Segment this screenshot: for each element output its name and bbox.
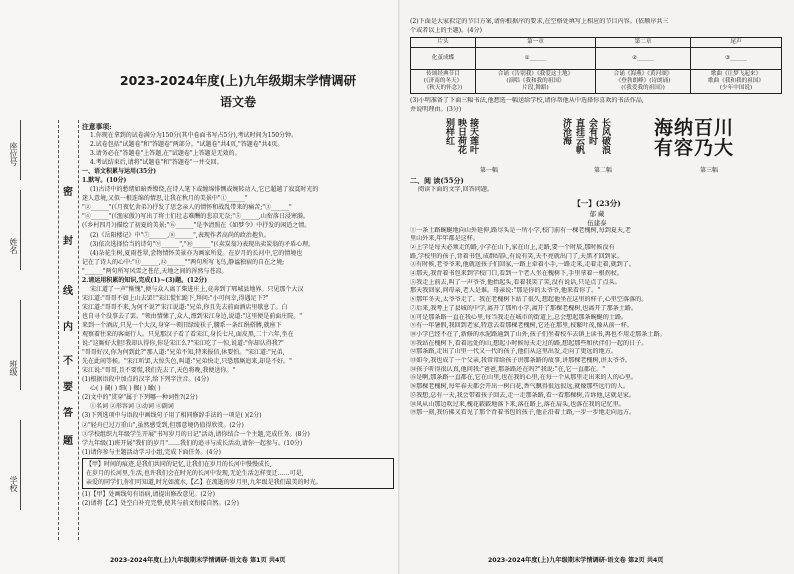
table-cell: 合诵《海燕》《黄河颂》 《登勃朗峰》(诗朗诵) (《我爱我的祖国》) bbox=[596, 70, 691, 94]
table-header-cell: 第二章 bbox=[596, 38, 691, 48]
table-cell-blank[interactable]: ③______ bbox=[691, 48, 782, 70]
exam-page-right bbox=[400, 0, 794, 574]
subquestion-line: 学九年级(1)班开展"我们的岁月"……我们的追寻与成长活动,请你一起参与。(10分) bbox=[82, 439, 303, 447]
table-cell: 歌曲《让梦飞起来》 歌曲《我和我的祖国》 (少年中国说) bbox=[691, 70, 782, 94]
name-field-label: 姓名 bbox=[9, 238, 18, 254]
table-cell-blank[interactable]: ①______ bbox=[475, 48, 595, 70]
body-line: ⑫那条路,走出了山里一代又一代的孩子,他们从这里出发,走向了更远的地方。 bbox=[410, 348, 617, 356]
seal-char: 线 bbox=[63, 286, 73, 297]
note-item: 4.考试结束后,请将"试题卷"和"答题卷"一并交回。 bbox=[90, 159, 223, 167]
table-header-cell: 第一章 bbox=[475, 38, 595, 48]
seat-field-line[interactable] bbox=[20, 120, 21, 180]
calligraphy-piece-3 bbox=[654, 118, 784, 174]
name-field-line[interactable] bbox=[20, 190, 21, 270]
q3-line: (2)下面是大家拟定的节目方案,请你根据序的要求,在空格处填写上相应的节目内容。(依顺序共三 bbox=[410, 18, 669, 25]
seal-dashed-line-inner bbox=[78, 120, 79, 540]
body-line: ⑦后来,我考上了县城的中学,离开了那所小学,离开了那棵老槐树,也离开了那条土路。 bbox=[410, 304, 638, 312]
body-line: ⑨有一年暑假,我回到老家,特意去看那棵老槐树,它还在那里,枝繁叶茂,像从前一样。 bbox=[410, 322, 633, 330]
subquestion-line: (1)【甲】处画线句有语病,请提出修改意见。(2分) bbox=[82, 490, 215, 498]
q1-line: (《乡村四月》)描绘了初夏的美景;"⑥______"是李清照在《如梦令》中抒发的闲适之情。 bbox=[82, 222, 311, 230]
page-footer: 2023-2024年度(上)九年级期末学情调研·语文卷 第2页 共4页 bbox=[488, 557, 664, 564]
calligraphy-column: 接天莲叶 bbox=[468, 117, 478, 154]
calligraphy-column: 映日荷花 bbox=[456, 117, 466, 154]
passage-line: 宋江说:"哥哥,且不要慌,我们先去了,天色将晚,我便送你。" bbox=[82, 367, 236, 375]
q1-line: "②______"(《月夜忆舍弟》)抒发了思念亲人的情怀和战乱带来的痛苦;"③______" bbox=[82, 204, 292, 212]
table-row bbox=[411, 70, 782, 94]
box-line: 在岁月的长河里,生活,也许我们会在时光的长河中发现,无论生活怎样变迁……可是, bbox=[86, 469, 304, 477]
calligraphy-caption: 第三幅 bbox=[700, 166, 719, 174]
subquestion-line: ①名词 ②形容词 ③动词 ④副词 bbox=[90, 403, 174, 411]
calligraphy-line: 海纳百川 bbox=[654, 116, 735, 139]
q1-line: (3)依次选择恰当的诗句"⑨______","⑩______"(《卖炭翁》)表现出卖炭翁的矛盾心理。 bbox=[90, 240, 315, 248]
box-line: 亲爱的同学们,你们可知道,时光如流水,【乙】在流逝的岁月里,九年级是我们最美的时光。 bbox=[86, 478, 322, 486]
calligraphy-column: 会有时 bbox=[587, 117, 597, 145]
program-table bbox=[410, 37, 782, 94]
school-field-line[interactable] bbox=[20, 420, 21, 510]
seat-field-label: 座位号 bbox=[9, 142, 18, 166]
calligraphy-column: 直挂云帆 bbox=[574, 117, 584, 154]
subquestion-line: (1)请你参与主题活动学习小组,完成下面任务。(4分) bbox=[82, 448, 221, 456]
part2-intro: 阅读下面的文字,回答问题。 bbox=[418, 185, 494, 193]
binding-strip bbox=[0, 0, 78, 574]
calligraphy-column: 别样红 bbox=[444, 117, 454, 145]
subquestion-line: (2)文中的"贯穿"属于下列哪一种词性?(2分) bbox=[82, 394, 198, 402]
seal-char: 要 bbox=[63, 382, 73, 393]
subquestion-line: (1)根据语段中加点的汉字,给下列字注音。(4分) bbox=[82, 376, 209, 384]
passage-line: 宋江道了一声"惭愧",便与众人离了柴进庄上,竟奔到了郓城县地界。只见那个大汉 bbox=[90, 285, 304, 293]
q1-line: "④______"(《渔家傲》)写出了将士们壮志难酬的悲凉无奈;"⑤______,山衔落日浸寒漪。 bbox=[82, 213, 309, 221]
note-item: 3.请务必在"答题卷"上答题,在"试题卷"上答题是无效的。 bbox=[90, 150, 241, 158]
note-item: 2.试卷包括"试题卷"和"答题卷"两部分。"试题卷"共4页,"答题卷"共4页。 bbox=[90, 141, 284, 149]
passage-line: 观察着往来的客商行人。只见那汉子看了看宋江,身长七尺,面皮黑,二十六年,坐在 bbox=[82, 331, 294, 339]
seal-char: 题 bbox=[63, 436, 73, 447]
class-field-line[interactable] bbox=[20, 300, 21, 390]
q1-heading: 1.默写。(10分) bbox=[82, 177, 127, 185]
body-line: ⑪我站在槐树下,看着远处的山,想起小时候每天走过的路,想起那些和伙伴们一起的日子。 bbox=[410, 339, 648, 347]
body-line: ①一条土路蜿蜒地向山外延伸,路尽头是一所小学,校门前有一棵老槐树,每到夏天,老 bbox=[410, 226, 632, 234]
body-line: ⑰我想,总有一天,我会带着孩子回去,走一走那条路,看一看那棵树,告诉他,这就是家。 bbox=[410, 391, 635, 399]
q3-line: (3)小明准备了下面三幅书法,他想选一幅送给学校,请你帮他从中选择你喜欢的书法作品, bbox=[410, 97, 644, 105]
calligraphy-piece-2 bbox=[532, 118, 642, 174]
exam-subtitle: 语文卷 bbox=[219, 95, 256, 109]
passage-line: 说:"这厮好大胆!我却认得你,你是宋江么?"宋江吃了一惊,说道:"你却认得我?" bbox=[82, 340, 284, 348]
q3-line: 并说明理由。(3分) bbox=[410, 106, 462, 114]
school-field-label: 学校 bbox=[9, 476, 18, 492]
seal-char: 封 bbox=[63, 236, 73, 247]
table-header-cell: 片头 bbox=[411, 38, 476, 48]
q2-subquestions bbox=[82, 375, 394, 456]
q2-heading: 2.请运用积累的知识,完成(1)~(3)题。(12分) bbox=[82, 276, 208, 284]
subquestion-line: ③学校组织九年级学生开展"书写岁月的日记"活动,请你结合一个主题,完成任务。(8分) bbox=[82, 430, 310, 438]
passage-line: 来到一个酒店,只见一个大汉,身穿一领旧绿绫袄子,腰系一条红绢搭膊,就座下 bbox=[82, 321, 282, 329]
passage-line: 宋江道:"哥哥不如上山去罢!"宋江慌忙跪下,拜问:"小可何幸,得遇足下?" bbox=[82, 294, 269, 302]
calligraphy-column: 长风破浪 bbox=[600, 117, 610, 154]
body-line: ⑥那年冬天,太爷爷走了。我在老槐树下站了很久,想起他坐在这里的样子,心里空落落的。 bbox=[410, 296, 648, 304]
notes-heading: 注意事项: bbox=[82, 123, 112, 131]
body-line: ⑱风从山那边吹过来,槐花簌簌地落下来,落在路上,落在肩头,也落在我的记忆里。 bbox=[410, 400, 625, 408]
body-line: 里山外来,年年都是这样。 bbox=[410, 235, 479, 243]
table-row bbox=[411, 48, 782, 70]
seal-char: 密 bbox=[63, 187, 73, 198]
body-line: ⑬如今,我也成了一个父亲,我常常给孩子讲那条路的故事,讲那棵老槐树,讲太爷爷。 bbox=[410, 357, 632, 365]
note-item: 1.你现在拿到的试卷满分为150分(其中卷面书写占5分),考试时间为150分钟。 bbox=[90, 132, 298, 139]
passage-body bbox=[410, 227, 784, 418]
body-line: ③有时候,老爷爷来,他就送孩子们回家,一路上牵着小手,一路走来,走着走着,就到了。 bbox=[410, 261, 635, 269]
page-footer: 2023-2024年度(上)九年级期末学情调研·语文卷 第1页 共4页 bbox=[110, 557, 286, 564]
passage-title: 郁 藏 bbox=[589, 209, 605, 218]
seal-dashed-line bbox=[58, 120, 59, 540]
table-cell: 传颂经典节目 (《济南的冬天》 《秋天的怀念》) bbox=[411, 70, 476, 94]
reading-passage bbox=[82, 285, 394, 375]
calligraphy-line: 有容乃大 bbox=[654, 136, 735, 159]
body-line: ⑤我走上前去,叫了一声爷爷,他抬起头,看着我笑了笑,没有说话,只是点了点头。 bbox=[410, 278, 621, 286]
body-line: ④那天,我背着书包来到学校门口,看到一个老人坐在槐树下,手里拿着一根拐杖。 bbox=[410, 270, 623, 278]
body-line: ⑧可是那条路一直在我心里,每当我走在城市的街道上,总会想起那条蜿蜒的土路。 bbox=[410, 313, 628, 321]
seal-char: 内 bbox=[63, 322, 73, 333]
calligraphy-column: 济沧海 bbox=[561, 117, 571, 145]
calligraphy-row bbox=[410, 118, 784, 174]
subquestion-line: (2)请将【乙】处空白补充完整,使其与前文衔接自然。(2分) bbox=[82, 499, 239, 507]
table-header-row bbox=[411, 38, 782, 48]
q1-line: (1)古诗中的愁绪如暗香缭绕,在诗人笔下或缠绵悱恻或婉转动人,它已超越了寂寞时光的 bbox=[90, 186, 319, 194]
subquestion-line: (3)下列选项中与语段中画线句子用了相同修辞手法的一项是( )(2分) bbox=[82, 412, 262, 420]
table-cell: 化茧成蝶 bbox=[411, 48, 476, 70]
activity-text-box bbox=[82, 458, 394, 489]
subquestion-line: ②"轻舟已过万重山",虽然感受到,但那意境仍值得欣赏。(2分) bbox=[82, 421, 244, 429]
table-header-cell: 尾声 bbox=[691, 38, 782, 48]
body-line: ⑯那棵老槐树,每年春天都会开出一树白花,香气飘得很远很远,就像那些远行的人。 bbox=[410, 383, 630, 391]
seal-char: 答 bbox=[63, 408, 73, 419]
passage-label: 【一】(23分) bbox=[573, 198, 621, 208]
q1-line: (4)杂花生树,夏雨苍翠,尝物情怀美景亦为画家所爱。在岁月的长河中,它的情境也 bbox=[90, 249, 303, 257]
passage-line: 先在此间等候。"宋江听罢,大惊失色,叫道:"兄弟快走,只恐那厮追来,却是不好。" bbox=[82, 358, 292, 366]
passage-author: 伍建泰 bbox=[587, 218, 607, 227]
notes-list bbox=[82, 131, 394, 167]
body-line: ⑭孩子听得很认真,他问我:"爸爸,那条路还在吗?"我说:"在,它一直都在。" bbox=[410, 365, 606, 373]
calligraphy-caption: 第二幅 bbox=[594, 166, 613, 174]
part2-heading: 二、阅 读(55分) bbox=[410, 175, 464, 185]
class-field-label: 班级 bbox=[9, 360, 18, 376]
passage-line: "哥哥好汉,你为何到此?"那人道:"兄弟不知,特来报信,休要怕。"宋江道:"兄弟, bbox=[82, 349, 285, 357]
body-line: ⑲那一刻,我仿佛又看见了那个背着书包的孩子,他正沿着土路,一步一步地走向远方。 bbox=[410, 409, 636, 417]
table-cell-blank[interactable]: ②______ bbox=[596, 48, 691, 70]
q1-line: 迷人意境,又似一根连绵的情思,让我在秋月的美景中"①______" bbox=[82, 195, 248, 203]
body-line: 那天我回家,问母亲,老人是谁。母亲说:"那是你的太爷爷,他来看你了。" bbox=[410, 287, 601, 295]
q3-line: 个或者以上的主题)。(4分) bbox=[410, 26, 482, 34]
calligraphy-caption: 第一幅 bbox=[480, 166, 499, 174]
calligraphy-piece-1 bbox=[410, 118, 520, 174]
passage-line: 也自寻个没事去了罢。"领由情愫了,众人,漂到宋江身边,说道:"这里便是前面庄院。" bbox=[82, 312, 303, 320]
passage-line: 宋江道:"哥哥不来,为何不说?"宋江说道:"兄弟,你且先去前面酒店里歇息了。白 bbox=[82, 303, 288, 311]
exam-title: 2023-2024年度(上)九年级期末学情调研 bbox=[119, 73, 357, 88]
body-line: ⑩小学已经不在了,新修的水泥路通到了山外,孩子们坐着校车去镇上读书,再也不用走那条土路。 bbox=[410, 330, 666, 338]
table-cell: 合诵《告别我》《我爱这土地》 (演唱《我和我的祖国》 片段,舞蹈) bbox=[475, 70, 595, 94]
seal-char: 不 bbox=[63, 356, 73, 367]
body-line: ②上学是每天必须走的路,小学在山下,家在山上,走路,要一个时辰,那时候没有 bbox=[410, 243, 615, 251]
q1-line: 记在了诗人的心中:"⑪______,⑫______""两句所写飞鸟,静谧独宿的自在之境; bbox=[82, 258, 285, 266]
part1-heading: 一、语文积累与运用(35分) bbox=[82, 168, 157, 176]
right-content bbox=[410, 0, 784, 418]
left-content bbox=[82, 0, 394, 508]
body-line: ⑮是啊,那条路一直都在,它在山里,也在我的心里,在每一个从那里走出来的人的心里。 bbox=[410, 374, 638, 382]
q1-line: "______"两句所写风雪之苍茫,天地之间的浑然与苍凉。 bbox=[82, 267, 228, 275]
subquestion-line: 心( ) 阔( ) 细( ) 掘( ) 瞰( ) bbox=[90, 385, 161, 393]
q1-line: (2)《岳阳楼记》中"⑦______,⑧______",表现作者高尚的政治抱负。 bbox=[90, 231, 270, 239]
q1-body bbox=[82, 185, 394, 275]
body-line: 路,学校里的孩子,背着书包,成群结队,有说有笑,天不亮就出门了,天黑才回到家。 bbox=[410, 252, 623, 260]
box-line: 【甲】时间的痕迹,是我们共同的记忆,让我们在岁月的长河中慢慢成长, bbox=[86, 460, 272, 468]
